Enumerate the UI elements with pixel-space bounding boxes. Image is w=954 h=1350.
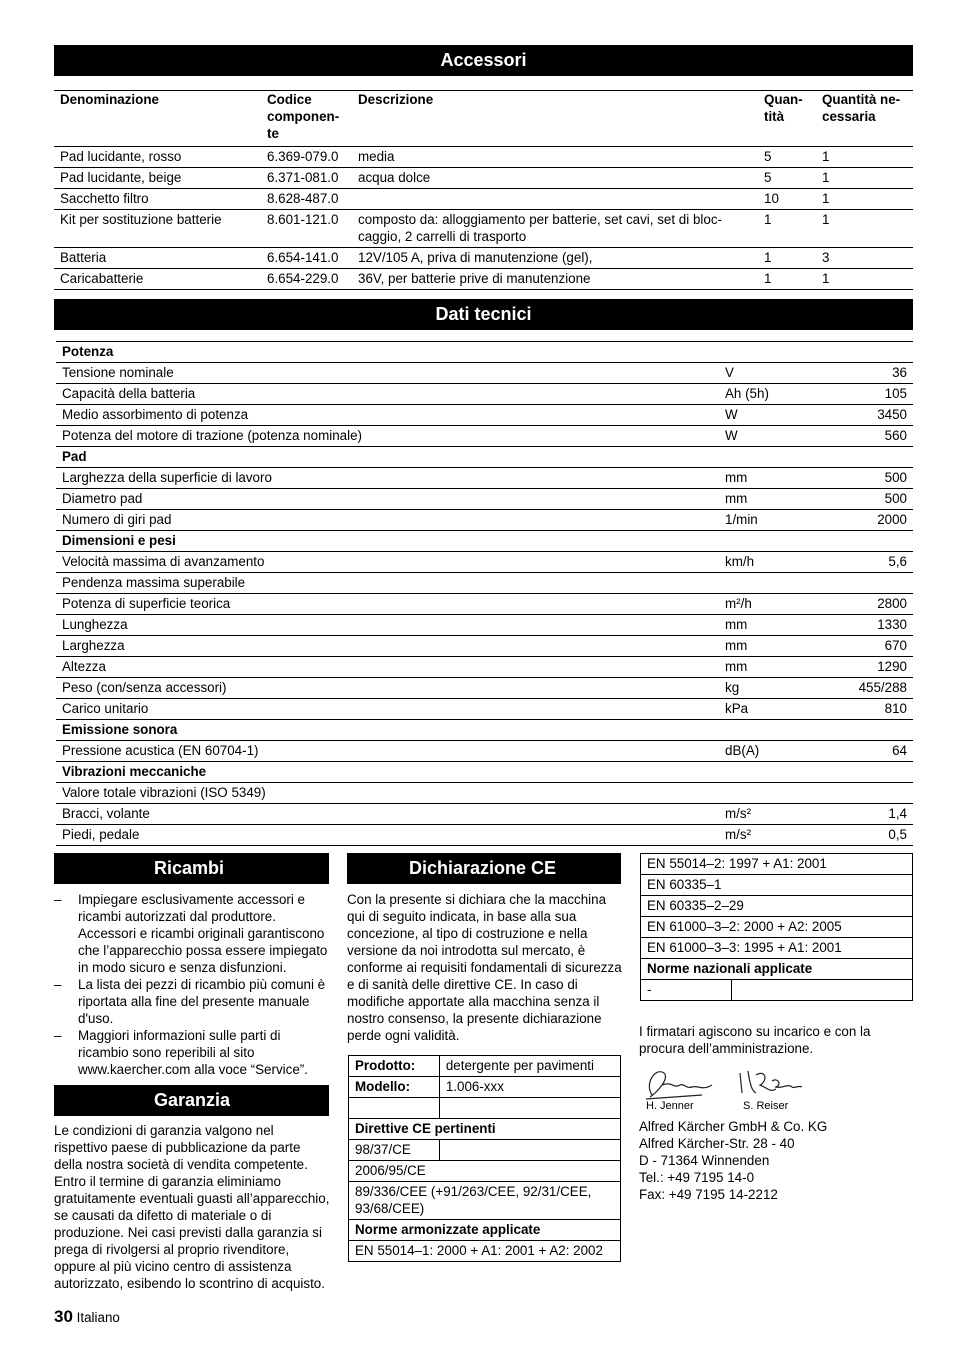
accessori-cell: 1 — [816, 168, 913, 189]
address-line: Alfred Kärcher-Str. 28 - 40 — [639, 1136, 795, 1151]
tech-row — [56, 804, 913, 825]
tech-unit: W — [719, 426, 829, 447]
tech-row — [56, 468, 913, 489]
tech-unit — [719, 783, 829, 804]
signature-jenner-icon — [642, 1063, 722, 1103]
norma-row — [641, 938, 913, 959]
prodotto-value: detergente per pavimenti — [439, 1056, 620, 1077]
page-footer — [54, 1307, 120, 1327]
norma-item: EN 60335–2–29 — [641, 896, 913, 917]
tech-row — [56, 510, 913, 531]
accessori-cell: 1 — [816, 269, 913, 290]
company-address — [639, 1118, 915, 1203]
direttiva-item: 89/336/CEE (+91/263/CEE, 92/31/CEE, 93/68/CEE) — [349, 1182, 621, 1220]
tech-label: Potenza di superficie teorica — [56, 594, 719, 615]
tech-label: Velocità massima di avanzamento — [56, 552, 719, 573]
firmatari-text: I firmatari agiscono su incarico e con la procura dell’amministrazione. — [639, 1024, 871, 1056]
accessori-row — [54, 210, 913, 248]
direttiva-item: 2006/95/CE — [349, 1161, 621, 1182]
norma-row — [641, 875, 913, 896]
accessori-cell: 6.654-141.0 — [261, 248, 352, 269]
tech-value: 105 — [829, 384, 913, 405]
tech-label: Valore totale vibrazioni (ISO 5349) — [56, 783, 719, 804]
accessori-cell: media — [352, 147, 758, 168]
tech-label: Diametro pad — [56, 489, 719, 510]
tech-label: Pressione acustica (EN 60704-1) — [56, 741, 719, 762]
tech-label: Altezza — [56, 657, 719, 678]
direttiva-row — [349, 1140, 621, 1161]
tech-label: Lunghezza — [56, 615, 719, 636]
tech-unit: mm — [719, 489, 829, 510]
tech-section-label: Dimensioni e pesi — [56, 531, 913, 552]
address-line: Fax: +49 7195 14-2212 — [639, 1187, 778, 1202]
tech-value: 0,5 — [829, 825, 913, 846]
accessori-cell: 1 — [816, 147, 913, 168]
tech-label: Larghezza — [56, 636, 719, 657]
tech-section-label: Pad — [56, 447, 913, 468]
dichiarazione-table — [348, 1055, 621, 1262]
accessori-heading: Accessori — [54, 45, 913, 76]
accessori-cell: 8.601-121.0 — [261, 210, 352, 248]
tech-row — [56, 783, 913, 804]
tech-unit — [719, 573, 829, 594]
tech-row — [56, 657, 913, 678]
accessori-cell: 1 — [758, 248, 816, 269]
col-quantita-necessaria: Quantità ne-cessaria — [816, 91, 913, 147]
tech-value: 500 — [829, 489, 913, 510]
prodotto-row — [349, 1056, 621, 1077]
tech-unit: Ah (5h) — [719, 384, 829, 405]
norma-item: EN 60335–1 — [641, 875, 913, 896]
tech-label: Piedi, pedale — [56, 825, 719, 846]
accessori-cell: acqua dolce — [352, 168, 758, 189]
norma-row — [641, 896, 913, 917]
signature-jenner-name: H. Jenner — [646, 1100, 694, 1112]
tech-value: 670 — [829, 636, 913, 657]
tech-label: Larghezza della superficie di lavoro — [56, 468, 719, 489]
modello-row — [349, 1077, 621, 1098]
ricambi-heading: Ricambi — [54, 853, 329, 884]
direttive-heading-row — [349, 1119, 621, 1140]
accessori-cell — [352, 189, 758, 210]
tech-section-row — [56, 762, 913, 783]
accessori-cell: Pad lucidante, rosso — [54, 147, 261, 168]
norma-item: EN 55014–2: 1997 + A1: 2001 — [641, 854, 913, 875]
tech-label: Medio assorbimento di potenza — [56, 405, 719, 426]
tech-value: 2800 — [829, 594, 913, 615]
tech-section-row — [56, 531, 913, 552]
ricambi-item: – Maggiori informazioni sulle parti di ricambio sono reperibili al sito www.kaercher.com alla voce “Service”. — [54, 1027, 330, 1078]
tech-label: Bracci, volante — [56, 804, 719, 825]
tech-row — [56, 678, 913, 699]
tech-value: 560 — [829, 426, 913, 447]
tech-row — [56, 636, 913, 657]
tech-row — [56, 825, 913, 846]
tech-unit: mm — [719, 636, 829, 657]
tech-section-row — [56, 342, 913, 363]
norme-table — [640, 853, 913, 1001]
tech-row — [56, 699, 913, 720]
tech-section-label: Emissione sonora — [56, 720, 913, 741]
norme-armonizzate-label: Norme armonizzate applicate — [349, 1220, 621, 1241]
col-denominazione: Denominazione — [54, 91, 261, 147]
tech-unit: kg — [719, 678, 829, 699]
norme-nazionali-item: - — [641, 980, 732, 1001]
tech-unit: m²/h — [719, 594, 829, 615]
norma-item: EN 61000–3–2: 2000 + A2: 2005 — [641, 917, 913, 938]
tech-row — [56, 594, 913, 615]
ricambi-item: – Impiegare esclusivamente accessori e ricambi autorizzati dal produttore. Accessori e ricambi originali garantiscono che l’apparecchio possa essere impiegato in modo sicuro e senza disfunzioni. — [54, 891, 330, 976]
accessori-cell: 1 — [816, 210, 913, 248]
tech-unit: 1/min — [719, 510, 829, 531]
tech-value: 455/288 — [829, 678, 913, 699]
accessori-row — [54, 269, 913, 290]
norma-item: EN 55014–1: 2000 + A1: 2001 + A2: 2002 — [349, 1241, 621, 1262]
tech-row — [56, 573, 913, 594]
tech-value: 36 — [829, 363, 913, 384]
tech-row — [56, 405, 913, 426]
tech-value: 2000 — [829, 510, 913, 531]
direttive-label: Direttive CE pertinenti — [349, 1119, 621, 1140]
accessori-cell: 1 — [758, 269, 816, 290]
accessori-header-row — [54, 91, 913, 147]
accessori-cell: Pad lucidante, beige — [54, 168, 261, 189]
col-quantita: Quan-tità — [758, 91, 816, 147]
norme-nazionali-row — [641, 980, 913, 1001]
tech-unit: mm — [719, 657, 829, 678]
accessori-row — [54, 168, 913, 189]
tech-row — [56, 426, 913, 447]
accessori-cell: 1 — [758, 210, 816, 248]
tech-label: Peso (con/senza accessori) — [56, 678, 719, 699]
accessori-cell: 6.654-229.0 — [261, 269, 352, 290]
tech-value: 3450 — [829, 405, 913, 426]
dichiarazione-heading: Dichiarazione CE — [347, 853, 621, 884]
accessori-cell: composto da: alloggiamento per batterie, set cavi, set di bloc-caggio, 2 carrelli di trasporto — [352, 210, 758, 248]
accessori-cell: 6.369-079.0 — [261, 147, 352, 168]
tech-value: 500 — [829, 468, 913, 489]
tech-unit: km/h — [719, 552, 829, 573]
tech-unit: mm — [719, 468, 829, 489]
address-line: D - 71364 Winnenden — [639, 1153, 770, 1168]
accessori-cell: 3 — [816, 248, 913, 269]
tech-section-row — [56, 447, 913, 468]
tech-unit: m/s² — [719, 804, 829, 825]
tech-value: 1330 — [829, 615, 913, 636]
ricambi-list — [54, 891, 330, 1078]
signature-reiser-icon — [736, 1065, 806, 1099]
accessori-cell: Sacchetto filtro — [54, 189, 261, 210]
direttiva-row — [349, 1161, 621, 1182]
direttiva-item: 98/37/CE — [349, 1140, 440, 1161]
norme-armonizzate-heading-row — [349, 1220, 621, 1241]
accessori-row — [54, 248, 913, 269]
tech-value: 64 — [829, 741, 913, 762]
tech-row — [56, 552, 913, 573]
direttiva-row — [349, 1182, 621, 1220]
page-language: Italiano — [76, 1310, 120, 1325]
tech-section-label: Vibrazioni meccaniche — [56, 762, 913, 783]
norma-row — [349, 1241, 621, 1262]
empty-row — [349, 1098, 621, 1119]
norma-item: EN 61000–3–3: 1995 + A1: 2001 — [641, 938, 913, 959]
norme-nazionali-label: Norme nazionali applicate — [641, 959, 913, 980]
accessori-cell: 12V/105 A, priva di manutenzione (gel), — [352, 248, 758, 269]
modello-label: Modello: — [349, 1077, 440, 1098]
tech-row — [56, 741, 913, 762]
tech-value — [829, 573, 913, 594]
tech-value: 5,6 — [829, 552, 913, 573]
norma-row — [641, 917, 913, 938]
prodotto-label: Prodotto: — [349, 1056, 440, 1077]
address-line: Alfred Kärcher GmbH & Co. KG — [639, 1119, 828, 1134]
tech-value: 1290 — [829, 657, 913, 678]
ricambi-item: – La lista dei pezzi di ricambio più comuni è riportata alla fine del presente manuale d'uso. — [54, 976, 330, 1027]
accessori-table — [54, 90, 913, 290]
tech-label: Capacità della batteria — [56, 384, 719, 405]
tech-label: Carico unitario — [56, 699, 719, 720]
accessori-cell: 10 — [758, 189, 816, 210]
tech-value: 1,4 — [829, 804, 913, 825]
accessori-cell: Batteria — [54, 248, 261, 269]
dichiarazione-text: Con la presente si dichiara che la macchina qui di seguito indicata, in base alla sua concezione, al tipo di costruzione e nella versione da noi introdotta sul mercato, è conforme ai requisiti fondamentali di sicurezza e di sanità delle direttive CE. In caso di modifiche apportate alla macchina senza il nostro consenso, la presente dichiarazione perde ogni validità. — [347, 892, 622, 1043]
tech-row — [56, 615, 913, 636]
tech-label: Tensione nominale — [56, 363, 719, 384]
tech-label: Pendenza massima superabile — [56, 573, 719, 594]
tech-section-row — [56, 720, 913, 741]
tech-row — [56, 489, 913, 510]
accessori-cell: 5 — [758, 168, 816, 189]
tech-section-label: Potenza — [56, 342, 913, 363]
col-codice: Codice componen-te — [261, 91, 352, 147]
tech-row — [56, 363, 913, 384]
tech-unit: kPa — [719, 699, 829, 720]
tech-row — [56, 384, 913, 405]
page-number: 30 — [54, 1307, 73, 1326]
signature-reiser-name: S. Reiser — [743, 1100, 789, 1112]
tech-unit: V — [719, 363, 829, 384]
accessori-cell: 6.371-081.0 — [261, 168, 352, 189]
accessori-row — [54, 189, 913, 210]
tech-unit: W — [719, 405, 829, 426]
dati-tecnici-table — [56, 341, 913, 846]
accessori-cell: 36V, per batterie prive di manutenzione — [352, 269, 758, 290]
address-line: Tel.: +49 7195 14-0 — [639, 1170, 755, 1185]
accessori-cell: Caricabatterie — [54, 269, 261, 290]
accessori-cell: 8.628-487.0 — [261, 189, 352, 210]
col-descrizione: Descrizione — [352, 91, 758, 147]
tech-value: 810 — [829, 699, 913, 720]
tech-value — [829, 783, 913, 804]
tech-label: Numero di giri pad — [56, 510, 719, 531]
norma-row — [641, 854, 913, 875]
tech-label: Potenza del motore di trazione (potenza nominale) — [56, 426, 719, 447]
accessori-cell: 5 — [758, 147, 816, 168]
tech-unit: mm — [719, 615, 829, 636]
accessori-cell: Kit per sostituzione batterie — [54, 210, 261, 248]
garanzia-text: Le condizioni di garanzia valgono nel rispettivo paese di pubblicazione da parte della nostra società di vendita competente. Entro il termine di garanzia eliminiamo gratuitamente eventuali guasti all’apparecchio, se causati da difetto di materiale o di produzione. Nei casi previsti dalla garanzia si prega di rivolgersi al proprio rivenditore, oppure al più vicino centro di assistenza autorizzato, esibendo lo scontrino di acquisto. — [54, 1123, 330, 1291]
tech-unit: dB(A) — [719, 741, 829, 762]
accessori-row — [54, 147, 913, 168]
accessori-cell: 1 — [816, 189, 913, 210]
norme-nazionali-heading-row — [641, 959, 913, 980]
dati-tecnici-heading: Dati tecnici — [54, 299, 913, 330]
tech-unit: m/s² — [719, 825, 829, 846]
garanzia-heading: Garanzia — [54, 1085, 329, 1116]
modello-value: 1.006-xxx — [439, 1077, 620, 1098]
